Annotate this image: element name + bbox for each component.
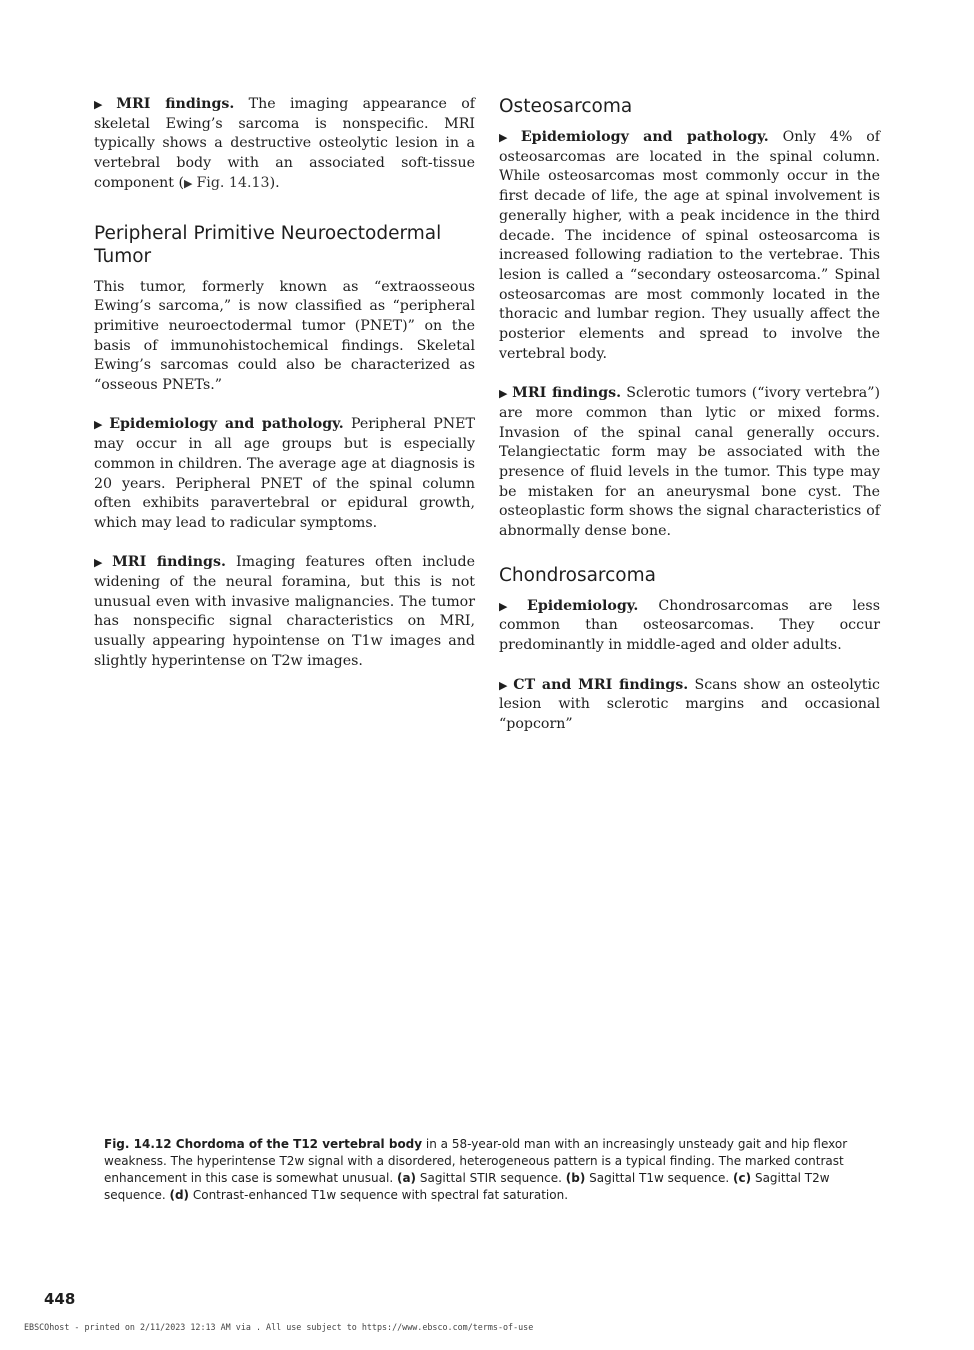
caption-part-c-text: Sagittal T2w sequence.	[104, 1171, 830, 1202]
paragraph-lead: Epidemiology and pathology.	[520, 129, 769, 145]
paragraph-text: Scans show an osteolytic lesion with sclerotic margins and occasional “popcorn”	[499, 676, 880, 732]
pnet-mri-paragraph	[94, 553, 475, 671]
triangle-bullet-icon: ▶	[94, 556, 109, 570]
left-column	[94, 95, 475, 672]
chondrosarcoma-ct-mri-paragraph	[499, 676, 880, 735]
caption-text: in a 58-year-old man with an increasingly unsteady gait and hip flexor weakness. The hyperintense T2w signal with a disordered, heterogeneous pattern is a typical finding. The marked contrast enhancement in this case is somewhat unusual.	[104, 1137, 848, 1185]
paragraph-lead: MRI findings.	[112, 554, 226, 571]
section-heading-chondrosarcoma: Chondrosarcoma	[499, 564, 656, 586]
pnet-epidemiology-paragraph	[94, 415, 475, 533]
caption-part-b-text: Sagittal T1w sequence.	[585, 1171, 734, 1185]
pnet-intro-paragraph: This tumor, formerly known as “extraosseous Ewing’s sarcoma,” is now classified as “peripheral primitive neuroectodermal tumor (PNET)” on the basis of immunohistochemical findings. Skeletal Ewing’s sarcomas could also be characterized as “osseous PNETs.”	[94, 278, 475, 394]
chondrosarcoma-epidemiology-paragraph	[499, 597, 880, 656]
section-heading-pnet: Peripheral Primitive Neuroectodermal Tumor	[94, 222, 442, 267]
caption-part-a-text: Sagittal STIR sequence.	[416, 1171, 566, 1185]
paragraph-text: The imaging appearance of skeletal Ewing’s sarcoma is nonspecific. MRI typically shows a destructive osteolytic lesion in a vertebral body with an associated soft-tissue component (	[94, 96, 475, 191]
paragraph-text: Imaging features often include widening of the neural foramina, but this is not unusual even with invasive malignancies. The tumor has nonspecific signal characteristics on MRI, usually appearing hypointense on T1w images and slightly hyperintense on T2w images.	[94, 554, 475, 669]
paragraph-lead: CT and MRI findings.	[513, 676, 689, 693]
print-footer: EBSCOhost - printed on 2/11/2023 12:13 AM via . All use subject to https://www.ebsco.com/terms-of-use	[24, 1322, 534, 1332]
triangle-bullet-icon: ▶	[94, 98, 113, 111]
triangle-bullet-icon: ▶	[499, 678, 510, 692]
paragraph-text: Only 4% of osteosarcomas are located in the spinal column. While osteosarcomas most commonly occur in the first decade of life, the age at spinal involvement is generally higher, with a peak incidence in the third decade. The incidence of spinal osteosarcoma is increased following radiation to the vertebrae. This lesion is called a “secondary osteosarcoma.” Spinal osteosarcomas are most commonly located in the thoracic and lumbar region. They usually affect the posterior elements and spread to involve the vertebral body.	[499, 129, 880, 362]
caption-part-c-label: (c)	[733, 1171, 752, 1185]
triangle-bullet-icon: ▶	[499, 599, 524, 613]
caption-part-d-label: (d)	[169, 1188, 190, 1202]
cross-reference-arrow-icon: ▶	[183, 176, 193, 190]
paragraph-text: Sclerotic tumors (“ivory vertebra”) are more common than lytic or mixed forms. Invasion of the spinal canal generally occurs. Telangiectatic form may be associated with the presence of fluid levels in the tumor. This type may be mistaken for an aneurysmal bone cyst. The osteoplastic form shows the signal characteristics of abnormally dense bone.	[499, 385, 880, 540]
osteosarcoma-epidemiology-paragraph	[499, 128, 880, 364]
figure-caption	[104, 1136, 874, 1204]
right-column	[499, 95, 880, 735]
paragraph-text: Peripheral PNET may occur in all age groups but is especially common in children. The average age at diagnosis is 20 years. Peripheral PNET of the spinal column often exhibits paravertebral or epidural growth, which may lead to radicular symptoms.	[94, 416, 475, 531]
paragraph-lead: Epidemiology and pathology.	[109, 416, 344, 433]
caption-label: Fig. 14.12 Chordoma of the T12 vertebral body	[104, 1137, 423, 1151]
paragraph-lead: MRI findings.	[116, 96, 235, 112]
triangle-bullet-icon: ▶	[94, 418, 106, 432]
triangle-bullet-icon: ▶	[499, 131, 517, 144]
caption-part-b-label: (b)	[565, 1171, 586, 1185]
section-heading-osteosarcoma: Osteosarcoma	[499, 96, 633, 117]
caption-part-d-text: Contrast-enhanced T1w sequence with spectral fat saturation.	[189, 1188, 569, 1202]
figure-reference-link[interactable]: Fig. 14.13	[196, 174, 270, 191]
ewing-mri-paragraph	[94, 95, 475, 194]
paragraph-lead: MRI findings.	[512, 385, 622, 402]
osteosarcoma-mri-paragraph	[499, 384, 880, 542]
triangle-bullet-icon: ▶	[499, 387, 509, 401]
paragraph-text: Chondrosarcomas are less common than osteosarcomas. They occur predominantly in middle-aged and older adults.	[499, 597, 880, 654]
caption-part-a-label: (a)	[396, 1171, 417, 1185]
paragraph-tail: ).	[269, 174, 280, 191]
paragraph-lead: Epidemiology.	[527, 597, 639, 614]
page-number: 448	[44, 1290, 76, 1308]
